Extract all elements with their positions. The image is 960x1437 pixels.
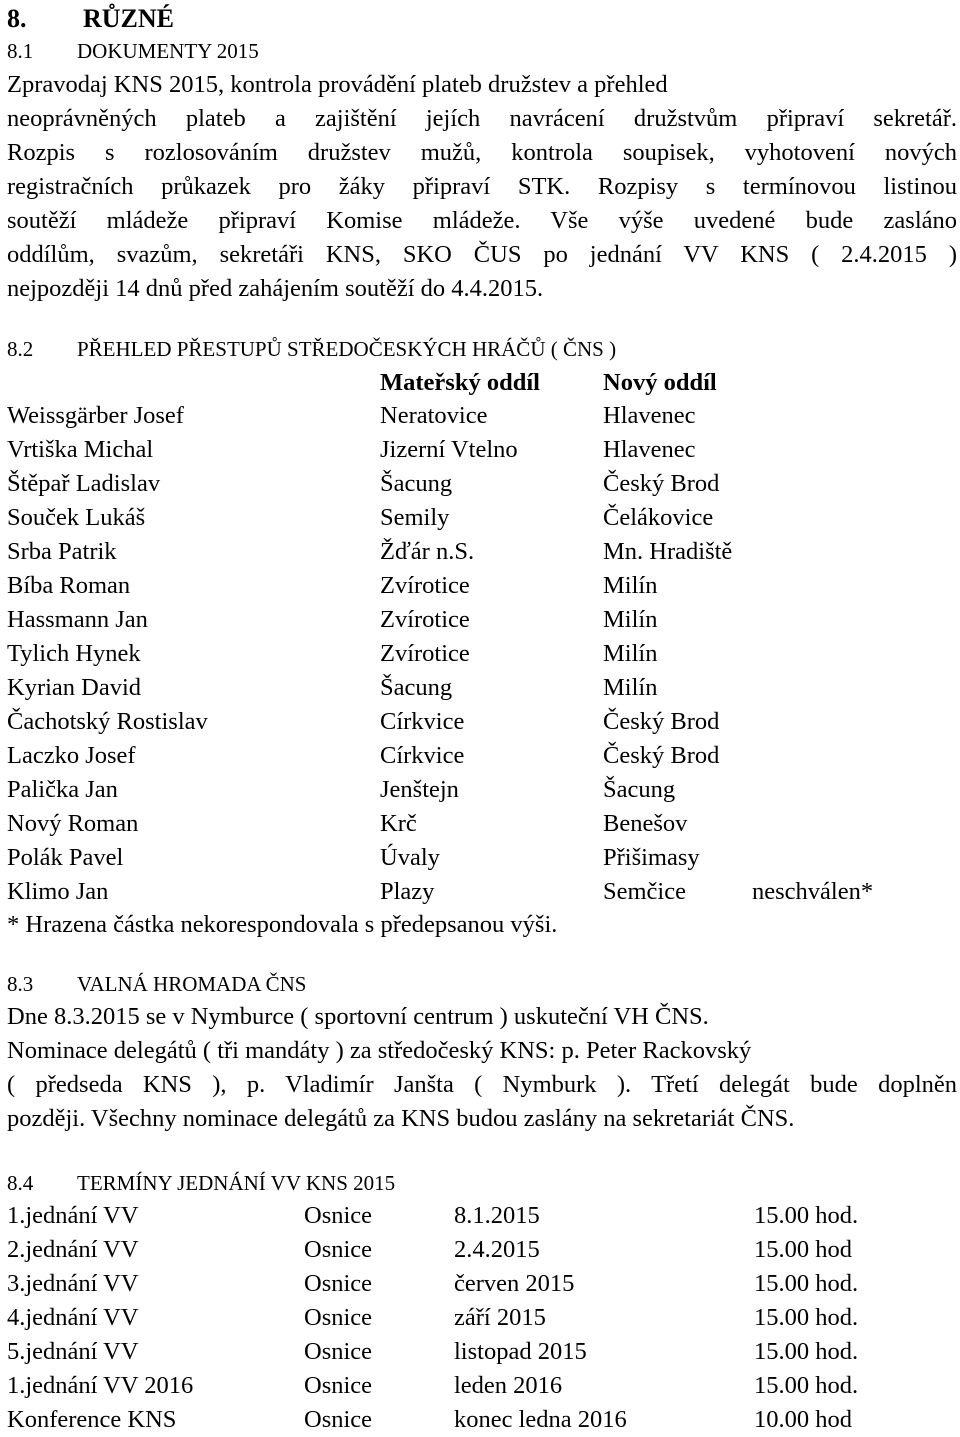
section-title: TERMÍNY JEDNÁNÍ VV KNS 2015 <box>77 1171 396 1195</box>
meeting-place: Osnice <box>304 1372 373 1399</box>
section-heading-documents <box>7 36 259 66</box>
table-row <box>7 501 957 535</box>
table-row <box>7 1403 957 1437</box>
chapter-title: RŮZNÉ <box>83 4 175 33</box>
meeting-time: 15.00 hod. <box>754 1304 859 1331</box>
meeting-name: 3.jednání VV <box>7 1270 139 1297</box>
origin-club: Církvice <box>380 742 465 769</box>
section-number: 8.3 <box>7 972 34 996</box>
player-name: Bíba Roman <box>7 572 131 599</box>
section-number: 8.1 <box>7 39 34 63</box>
chapter-number: 8. <box>7 4 27 33</box>
paragraph-line: Zpravodaj KNS 2015, kontrola provádění plateb družstev a přehled <box>7 71 668 98</box>
meeting-date: 2.4.2015 <box>454 1236 540 1263</box>
meeting-name: 4.jednání VV <box>7 1304 139 1331</box>
player-name: Štěpař Ladislav <box>7 470 161 497</box>
origin-club: Zvírotice <box>380 640 470 667</box>
table-row <box>7 875 957 909</box>
table-row <box>7 1267 957 1301</box>
player-name: Souček Lukáš <box>7 504 146 531</box>
origin-club: Šacung <box>380 470 453 497</box>
meeting-date: červen 2015 <box>454 1270 575 1297</box>
table-row <box>7 705 957 739</box>
new-club: Milín <box>603 674 658 701</box>
table-row <box>7 671 957 705</box>
player-name: Klimo Jan <box>7 878 109 905</box>
table-row <box>7 637 957 671</box>
player-name: Kyrian David <box>7 674 142 701</box>
meeting-place: Osnice <box>304 1304 373 1331</box>
section-heading-meeting-dates <box>7 1168 395 1198</box>
table-row <box>7 739 957 773</box>
section-title: DOKUMENTY 2015 <box>77 39 259 63</box>
column-header-new-club: Nový oddíl <box>603 369 717 396</box>
player-name: Laczko Josef <box>7 742 136 769</box>
meeting-place: Osnice <box>304 1338 373 1365</box>
meeting-place: Osnice <box>304 1202 373 1229</box>
origin-club: Úvaly <box>380 844 440 871</box>
meeting-place: Osnice <box>304 1270 373 1297</box>
origin-club: Neratovice <box>380 402 488 429</box>
meeting-time: 15.00 hod <box>754 1236 852 1263</box>
origin-club: Jizerní Vtelno <box>380 436 518 463</box>
table-row <box>7 1335 957 1369</box>
paragraph-line: neoprávněných plateb a zajištění jejích navrácení družstvům připraví sekretář. <box>7 105 957 132</box>
paragraph-line: ( předseda KNS ), p. Vladimír Janšta ( Nymburk ). Třetí delegát bude doplněn <box>7 1071 957 1098</box>
section-title: PŘEHLED PŘESTUPŮ STŘEDOČESKÝCH HRÁČŮ ( ČNS ) <box>77 337 617 361</box>
paragraph-line: soutěží mládeže připraví Komise mládeže. Vše výše uvedené bude zasláno <box>7 207 957 234</box>
table-row <box>7 399 957 433</box>
section-heading-general-assembly <box>7 969 306 999</box>
meeting-place: Osnice <box>304 1406 373 1433</box>
paragraph-line: Rozpis s rozlosováním družstev mužů, kontrola soupisek, vyhotovení nových <box>7 139 957 166</box>
table-row <box>7 1233 957 1267</box>
player-name: Čachotský Rostislav <box>7 708 208 735</box>
origin-club: Zvírotice <box>380 572 470 599</box>
player-name: Palička Jan <box>7 776 118 803</box>
new-club: Milín <box>603 606 658 633</box>
meeting-name: 1.jednání VV <box>7 1202 139 1229</box>
meeting-name: 2.jednání VV <box>7 1236 139 1263</box>
origin-club: Plazy <box>380 878 435 905</box>
meeting-name: 5.jednání VV <box>7 1338 139 1365</box>
transfer-status: neschválen* <box>752 878 874 905</box>
meeting-date: leden 2016 <box>454 1372 563 1399</box>
new-club: Hlavenec <box>603 436 696 463</box>
table-row <box>7 433 957 467</box>
origin-club: Církvice <box>380 708 465 735</box>
player-name: Vrtiška Michal <box>7 436 154 463</box>
new-club: Hlavenec <box>603 402 696 429</box>
origin-club: Krč <box>380 810 417 837</box>
general-assembly-paragraph <box>7 1000 957 1136</box>
table-row <box>7 535 957 569</box>
column-header-origin-club: Mateřský oddíl <box>380 369 540 396</box>
table-row <box>7 807 957 841</box>
new-club: Mn. Hradiště <box>603 538 733 565</box>
meeting-time: 10.00 hod <box>754 1406 852 1433</box>
new-club: Přišimasy <box>603 844 700 871</box>
new-club: Český Brod <box>603 470 720 497</box>
new-club: Milín <box>603 572 658 599</box>
meeting-name: 1.jednání VV 2016 <box>7 1372 194 1399</box>
new-club: Milín <box>603 640 658 667</box>
table-row <box>7 1301 957 1335</box>
player-name: Nový Roman <box>7 810 139 837</box>
origin-club: Zvírotice <box>380 606 470 633</box>
meeting-time: 15.00 hod. <box>754 1338 859 1365</box>
new-club: Šacung <box>603 776 676 803</box>
meeting-time: 15.00 hod. <box>754 1202 859 1229</box>
meeting-name: Konference KNS <box>7 1406 177 1433</box>
new-club: Český Brod <box>603 708 720 735</box>
meeting-date: konec ledna 2016 <box>454 1406 627 1433</box>
player-name: Srba Patrik <box>7 538 117 565</box>
paragraph-line: Nominace delegátů ( tři mandáty ) za středočeský KNS: p. Peter Rackovský <box>7 1037 752 1064</box>
transfers-table-header <box>7 366 957 400</box>
new-club: Český Brod <box>603 742 720 769</box>
player-name: Hassmann Jan <box>7 606 148 633</box>
meeting-time: 15.00 hod. <box>754 1270 859 1297</box>
table-row <box>7 569 957 603</box>
section-title: VALNÁ HROMADA ČNS <box>77 972 307 996</box>
documents-paragraph <box>7 68 957 306</box>
table-row <box>7 467 957 501</box>
paragraph-line: registračních průkazek pro žáky připraví STK. Rozpisy s termínovou listinou <box>7 173 957 200</box>
player-name: Tylich Hynek <box>7 640 141 667</box>
table-row <box>7 773 957 807</box>
meeting-date: listopad 2015 <box>454 1338 587 1365</box>
meeting-date: 8.1.2015 <box>454 1202 540 1229</box>
meeting-place: Osnice <box>304 1236 373 1263</box>
origin-club: Šacung <box>380 674 453 701</box>
table-row <box>7 603 957 637</box>
paragraph-line: oddílům, svazům, sekretáři KNS, SKO ČUS po jednání VV KNS ( 2.4.2015 ) <box>7 241 957 268</box>
paragraph-line: nejpozději 14 dnů před zahájením soutěží do 4.4.2015. <box>7 275 544 302</box>
origin-club: Semily <box>380 504 450 531</box>
origin-club: Jenštejn <box>380 776 459 803</box>
table-row <box>7 1199 957 1233</box>
player-name: Weissgärber Josef <box>7 402 184 429</box>
section-number: 8.2 <box>7 337 34 361</box>
new-club: Čelákovice <box>603 504 714 531</box>
transfers-footnote: * Hrazena částka nekorespondovala s předepsanou výši. <box>7 911 558 938</box>
paragraph-line: později. Všechny nominace delegátů za KNS budou zaslány na sekretariát ČNS. <box>7 1105 795 1132</box>
player-name: Polák Pavel <box>7 844 124 871</box>
paragraph-line: Dne 8.3.2015 se v Nymburce ( sportovní centrum ) uskuteční VH ČNS. <box>7 1003 709 1030</box>
meeting-time: 15.00 hod. <box>754 1372 859 1399</box>
table-row <box>7 1369 957 1403</box>
section-number: 8.4 <box>7 1171 34 1195</box>
table-row <box>7 841 957 875</box>
new-club: Benešov <box>603 810 688 837</box>
meeting-date: září 2015 <box>454 1304 546 1331</box>
chapter-heading <box>7 2 174 36</box>
origin-club: Žďár n.S. <box>380 538 475 565</box>
new-club: Semčice <box>603 878 686 905</box>
section-heading-transfers <box>7 334 616 364</box>
